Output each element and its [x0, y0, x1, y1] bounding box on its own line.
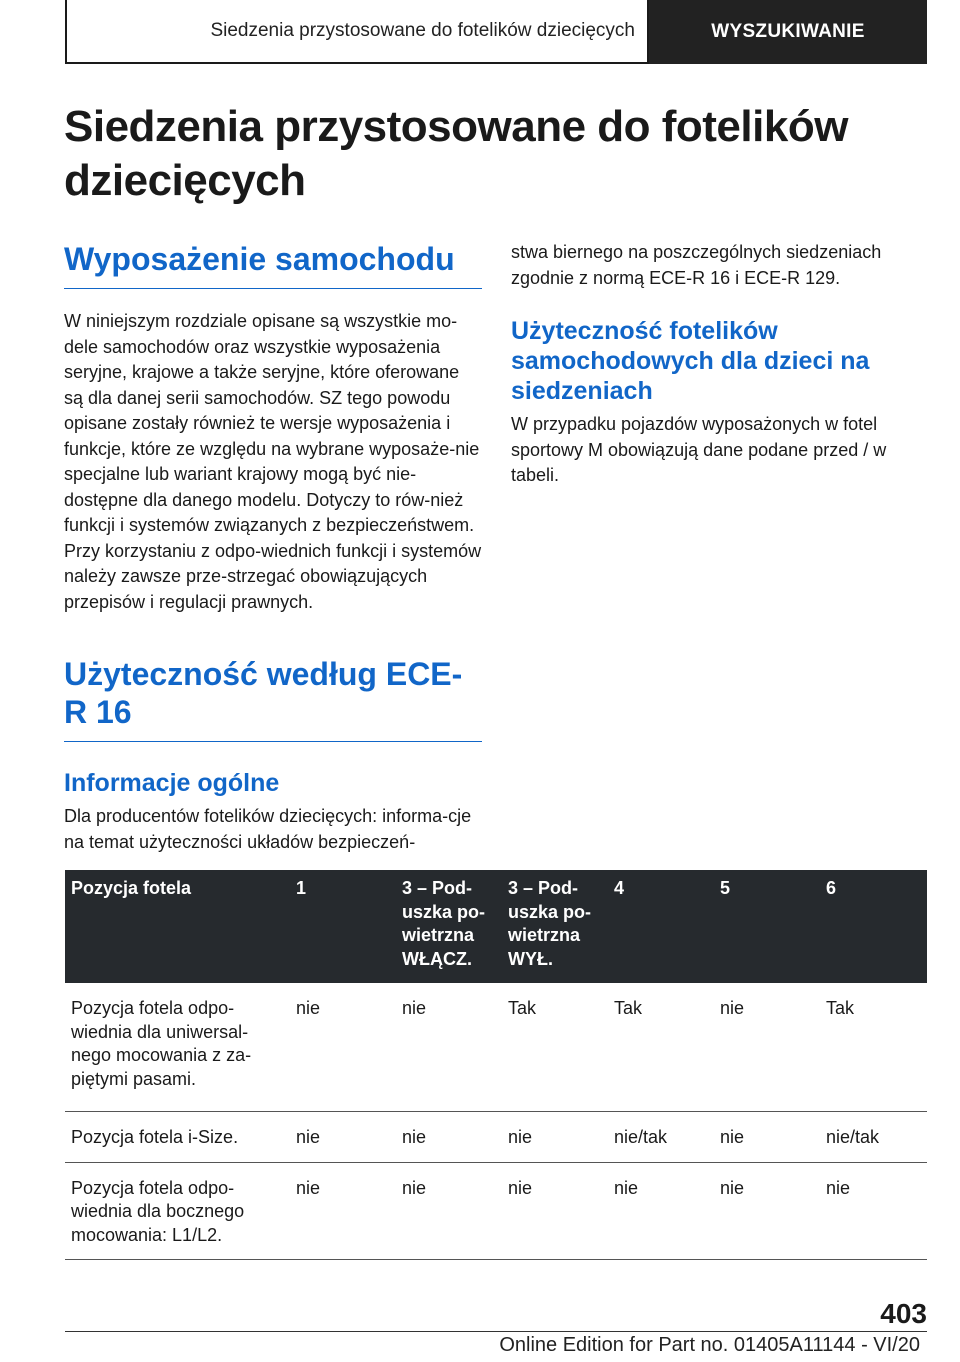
- table-cell: Pozycja fotela odpo-wiednia dla bocznego mocowania: L1/L2.: [65, 1162, 290, 1260]
- section-heading-ece: Użyteczność według ECE-R 16: [64, 655, 482, 742]
- table-cell: nie: [820, 1162, 927, 1260]
- table-cell: nie: [502, 1112, 608, 1163]
- page-header: [65, 0, 927, 64]
- table-cell: nie: [502, 1162, 608, 1260]
- table-cell: nie: [714, 1112, 820, 1163]
- general-info-body-part2: stwa biernego na poszczególnych siedzeniach zgodnie z normą ECE-R 16 i ECE-R 129.: [511, 242, 882, 288]
- table-header-cell: 1: [290, 870, 396, 983]
- table-row: [65, 1162, 927, 1260]
- right-column: [511, 240, 929, 489]
- footer-edition: Online Edition for Part no. 01405A11144 - VI/20: [499, 1334, 920, 1356]
- table-cell: nie: [714, 983, 820, 1112]
- table-header-cell: Pozycja fotela: [65, 870, 290, 983]
- table-cell: Pozycja fotela i-Size.: [65, 1112, 290, 1163]
- search-button[interactable]: WYSZUKIWANIE: [649, 0, 927, 64]
- section-body-seat-usability: W przypadku pojazdów wyposażonych w fotel sportowy M obowiązują dane podane przed / w tabeli.: [511, 414, 887, 485]
- table-row: [65, 1112, 927, 1163]
- table-cell: nie/tak: [820, 1112, 927, 1163]
- table-cell: nie: [396, 983, 502, 1112]
- table-cell: nie: [396, 1162, 502, 1260]
- table-cell: Tak: [820, 983, 927, 1112]
- table-header-cell: 3 – Pod-uszka po-wietrzna WŁĄCZ.: [396, 870, 502, 983]
- table-cell: nie: [608, 1162, 714, 1260]
- table-cell: nie: [396, 1112, 502, 1163]
- table-cell: nie: [714, 1162, 820, 1260]
- table-cell: Tak: [502, 983, 608, 1112]
- subheading-general-info: Informacje ogólne: [64, 769, 280, 797]
- table-cell: nie/tak: [608, 1112, 714, 1163]
- table-cell: nie: [290, 983, 396, 1112]
- page-number: 403: [880, 1298, 927, 1329]
- general-info-body-part1: Dla producentów fotelików dziecięcych: informa-cje na temat użyteczności układów bezpieczeń-: [64, 806, 472, 852]
- footer-divider: [65, 1331, 927, 1332]
- header-section-title: Siedzenia przystosowane do fotelików dziecięcych: [65, 0, 649, 64]
- table-row: [65, 983, 927, 1112]
- table-header-cell: 5: [714, 870, 820, 983]
- table-cell: Pozycja fotela odpo-wiednia dla uniwersal-nego mocowania z za-piętymi pasami.: [65, 983, 290, 1112]
- page-title: Siedzenia przystosowane do fotelików dziecięcych: [64, 102, 848, 205]
- section-heading-equipment: Wyposażenie samochodu: [64, 240, 482, 289]
- table-cell: nie: [290, 1112, 396, 1163]
- table-header-cell: 3 – Pod-uszka po-wietrzna WYŁ.: [502, 870, 608, 983]
- table-cell: Tak: [608, 983, 714, 1112]
- section-body-equipment: W niniejszym rozdziale opisane są wszystkie mo-dele samochodów oraz wszystkie wyposażenia seryjne, krajowe a także seryjne, które oferowane są dla danej serii samochodów. SZ tego powodu opisane zostały również te wersje wyposażenia i funkcje, które ze względu na wybrane wyposaże-nie specjalne lub wariant krajowy mogą być nie-dostępne dla danego modelu. Dotyczy to rów-nież funkcji i systemów związanych z bezpieczeństwem. Przy korzystaniu z odpo-wiednich funkcji i systemów należy zawsze prze-strzegać obowiązujących przepisów i regulacji prawnych.: [64, 311, 482, 612]
- section-heading-seat-usability: Użyteczność fotelików samochodowych dla dzieci na siedzeniach: [511, 317, 870, 405]
- table-header-cell: 6: [820, 870, 927, 983]
- seat-usability-table: [65, 870, 927, 1260]
- left-column: [64, 240, 482, 855]
- table-header-row: [65, 870, 927, 983]
- table-header-cell: 4: [608, 870, 714, 983]
- table-cell: nie: [290, 1162, 396, 1260]
